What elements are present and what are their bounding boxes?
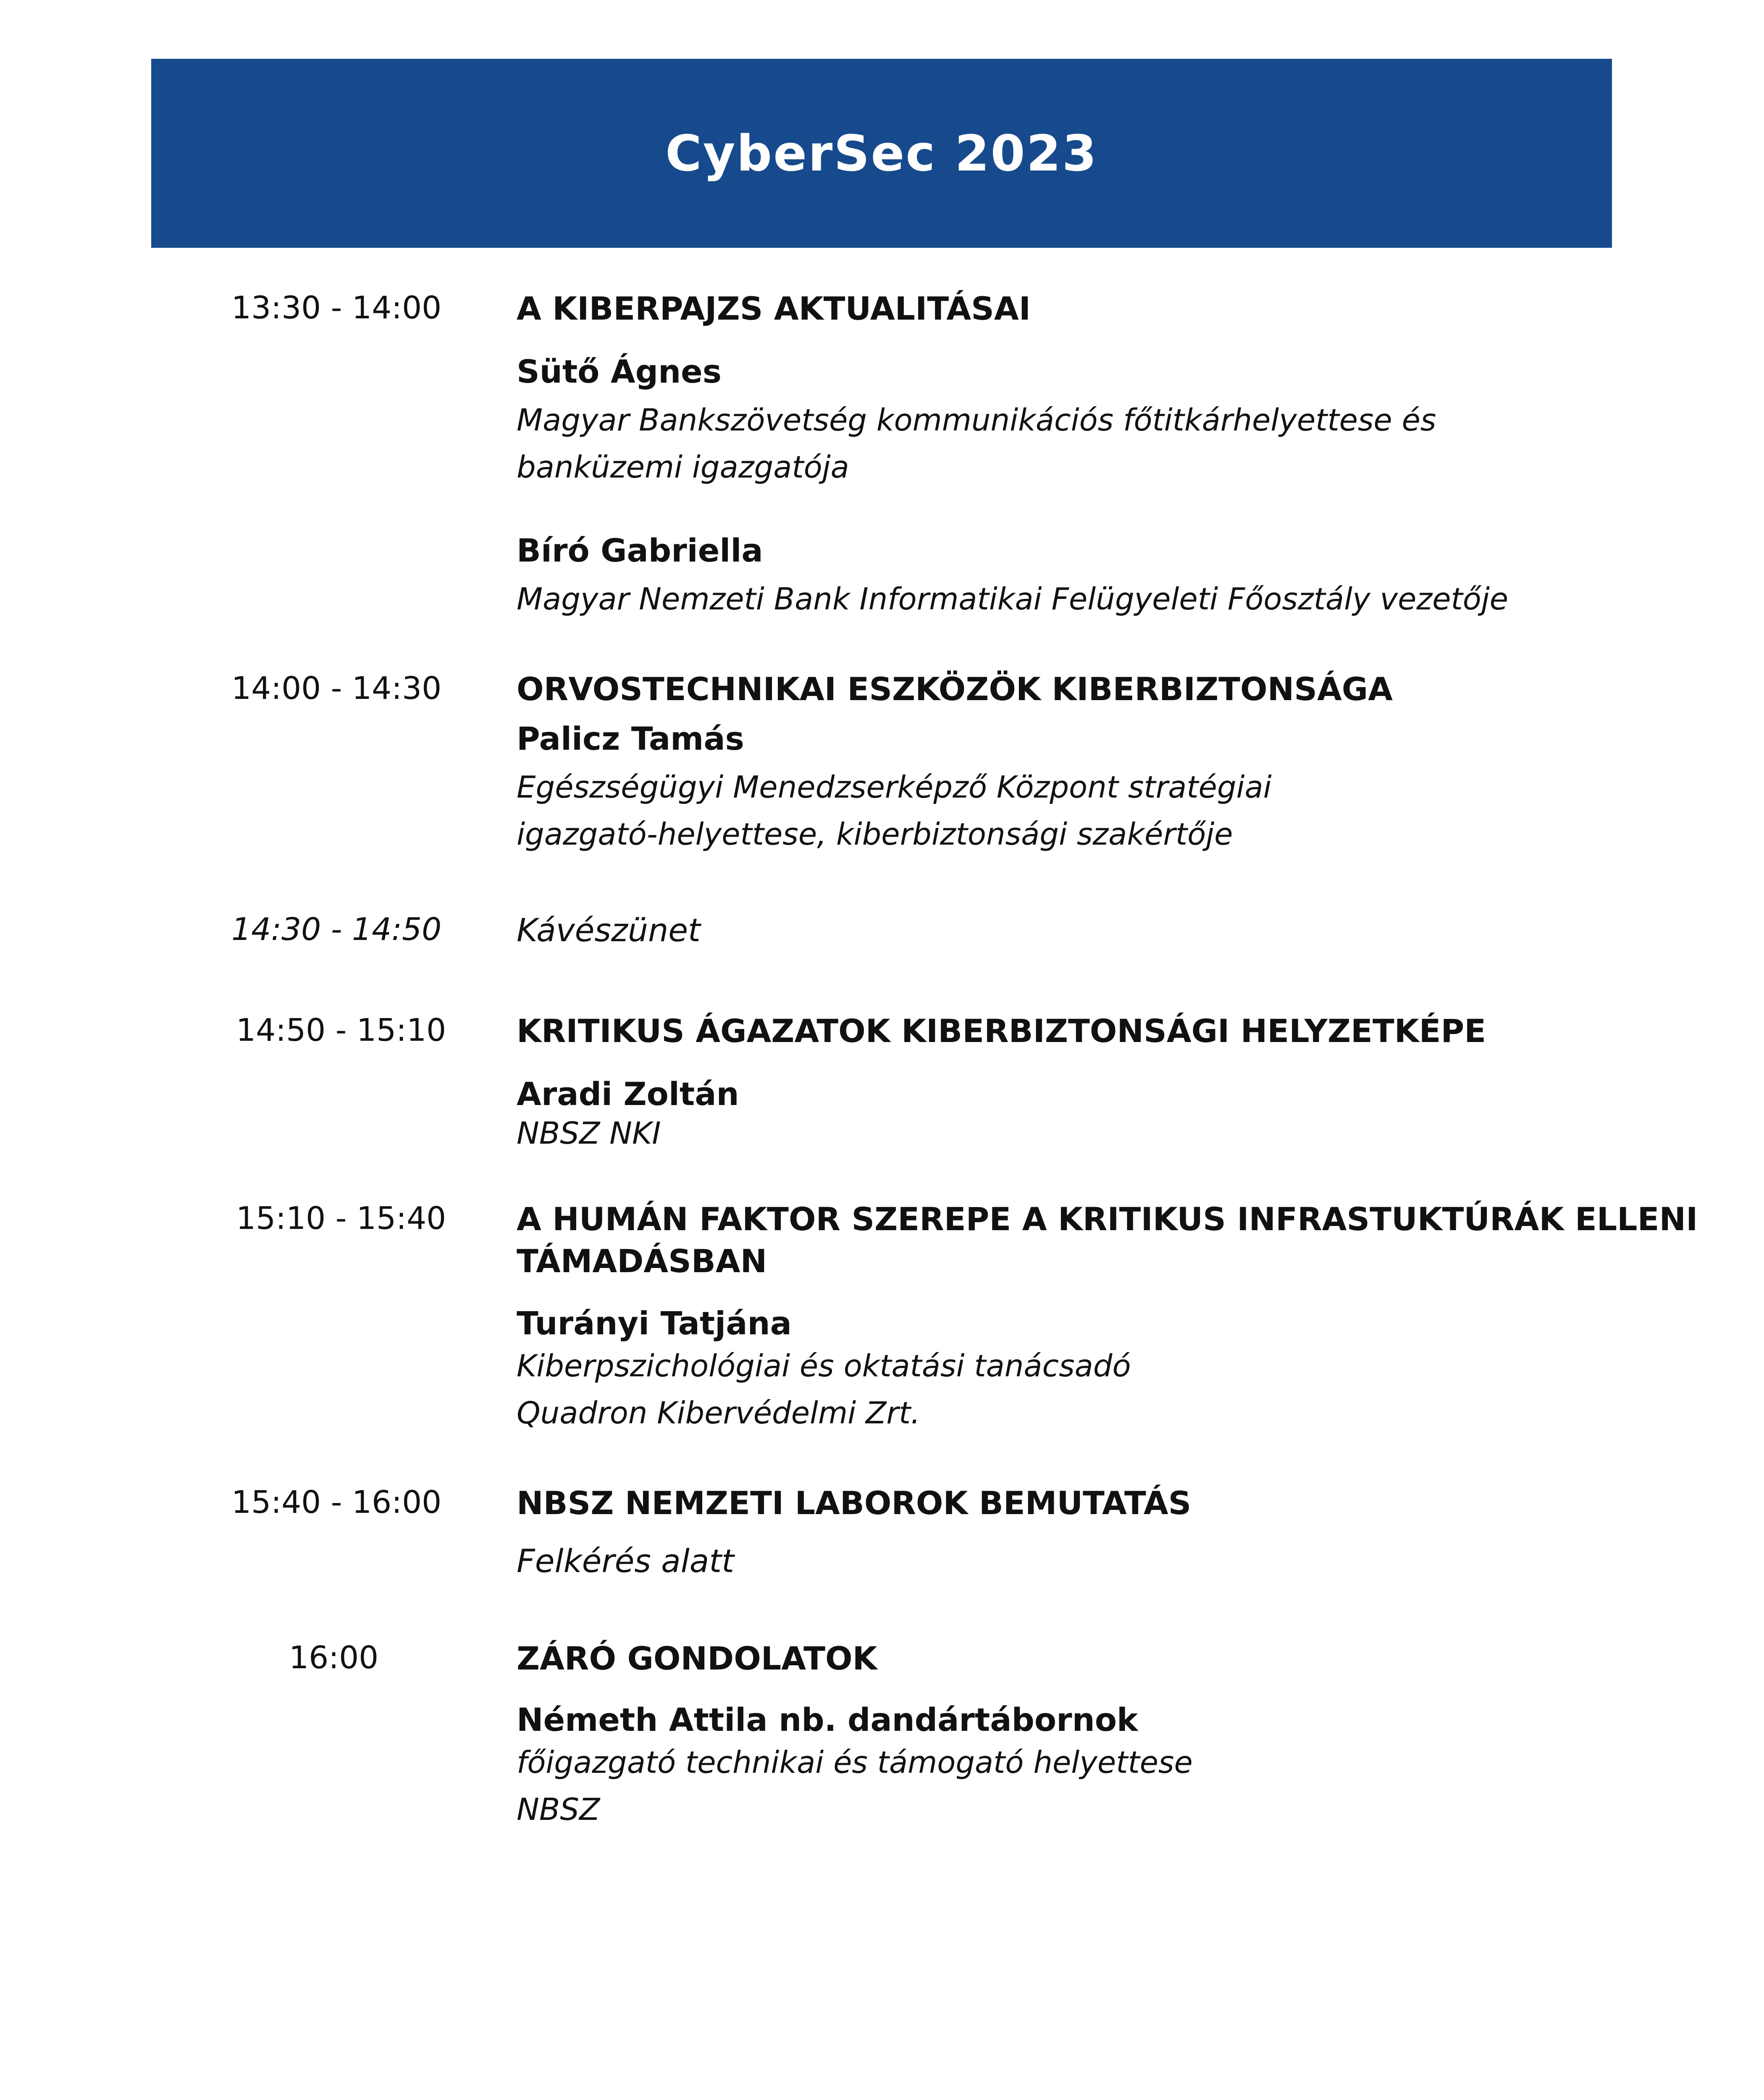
speaker-role: Kiberpszichológiai és oktatási tanácsadó [517, 1348, 1131, 1383]
break-label: Kávészünet [517, 911, 701, 949]
session-time: 15:10 - 15:40 [236, 1200, 446, 1236]
speaker-name: Németh Attila nb. dandártábornok [517, 1701, 1138, 1738]
session-time: 16:00 [289, 1640, 379, 1676]
speaker-name: Aradi Zoltán [517, 1075, 739, 1113]
break-time: 14:30 - 14:50 [231, 911, 442, 948]
speaker-role: főigazgató technikai és támogató helyettese [517, 1745, 1193, 1780]
session-title: ZÁRÓ GONDOLATOK [517, 1640, 877, 1677]
session-time: 14:50 - 15:10 [236, 1012, 446, 1048]
speaker-role: Egészségügyi Menedzserképző Központ stratégiai [517, 769, 1272, 805]
speaker-role: NBSZ [517, 1792, 600, 1827]
session-title: KRITIKUS ÁGAZATOK KIBERBIZTONSÁGI HELYZETKÉPE [517, 1012, 1486, 1050]
session-note: Felkérés alatt [517, 1542, 734, 1580]
session-title: NBSZ NEMZETI LABOROK BEMUTATÁS [517, 1484, 1192, 1522]
session-title: A HUMÁN FAKTOR SZEREPE A KRITIKUS INFRASTUKTÚRÁK ELLENI [517, 1200, 1698, 1238]
speaker-role: banküzemi igazgatója [517, 449, 849, 485]
speaker-role: Quadron Kibervédelmi Zrt. [517, 1395, 921, 1431]
session-title: TÁMADÁSBAN [517, 1242, 767, 1280]
speaker-name: Palicz Tamás [517, 720, 744, 757]
speaker-role: igazgató-helyettese, kiberbiztonsági szakértője [517, 816, 1233, 852]
speaker-name: Bíró Gabriella [517, 532, 763, 569]
speaker-role: Magyar Bankszövetség kommunikációs főtitkárhelyettese és [517, 402, 1436, 438]
page-title: CyberSec 2023 [665, 124, 1098, 182]
session-title: A KIBERPAJZS AKTUALITÁSAI [517, 290, 1031, 327]
speaker-role: NBSZ NKI [517, 1116, 661, 1151]
session-title: ORVOSTECHNIKAI ESZKÖZÖK KIBERBIZTONSÁGA [517, 670, 1393, 708]
speaker-name: Turányi Tatjána [517, 1305, 792, 1342]
speaker-name: Sütő Ágnes [517, 353, 722, 390]
session-time: 14:00 - 14:30 [231, 670, 442, 706]
session-time: 13:30 - 14:00 [231, 290, 442, 326]
speaker-role: Magyar Nemzeti Bank Informatikai Felügyeleti Főosztály vezetője [517, 581, 1509, 617]
header-banner [151, 59, 1612, 248]
session-time: 15:40 - 16:00 [231, 1484, 442, 1520]
